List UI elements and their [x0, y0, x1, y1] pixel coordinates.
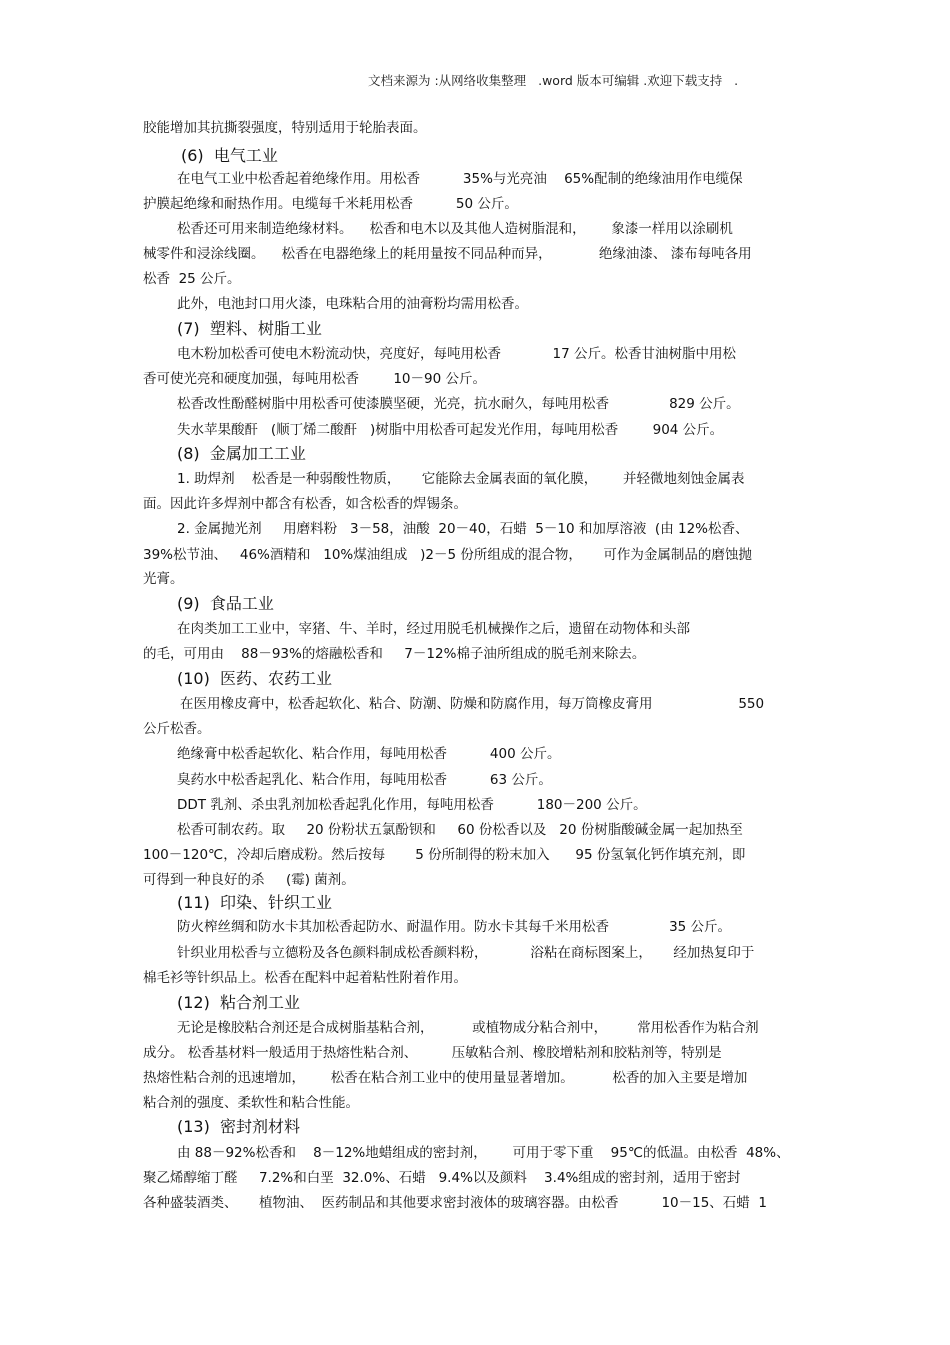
- page-header: 文档来源为 :从网络收集整理 .word 版本可编辑 .欢迎下载支持 .: [368, 73, 739, 88]
- text-line: 100－120℃，冷却后磨成粉。然后按每 5 份所制得的粉末加入 95 份氢氧化钙作填充剂，即: [143, 847, 746, 863]
- text-line: 各种盛装酒类、 植物油、 医药制品和其他要求密封液体的玻璃容器。由松香 10－15、石蜡 1: [143, 1195, 767, 1211]
- text-line: 2. 金属抛光剂 用磨料粉 3－58，油酸 20－40，石蜡 5－10 和加厚溶液 (由 12%松香、: [177, 521, 749, 537]
- text-line: 成分。 松香基材料一般适用于热熔性粘合剂、 压敏粘合剂、橡胶增粘剂和胶粘剂等，特别是: [143, 1045, 722, 1061]
- text-line: 无论是橡胶粘合剂还是合成树脂基粘合剂， 或植物成分粘合剂中， 常用松香作为粘合剂: [177, 1020, 759, 1036]
- section-heading: (8) 金属加工工业: [177, 444, 306, 463]
- section-heading: (6) 电气工业: [181, 146, 278, 165]
- text-line: 护膜起绝缘和耐热作用。电缆每千米耗用松香 50 公斤。: [143, 196, 518, 212]
- section-heading: (7) 塑料、树脂工业: [177, 319, 322, 338]
- text-line: 的毛，可用由 88－93%的熔融松香和 7－12%棉子油所组成的脱毛剂来除去。: [143, 646, 646, 662]
- text-line: 针织业用松香与立德粉及各色颜料制成松香颜料粉， 浴粘在商标图案上， 经加热复印于: [177, 945, 755, 961]
- text-line: 公斤松香。: [143, 721, 211, 737]
- text-line: 聚乙烯醇缩丁醛 7.2%和白垩 32.0%、石蜡 9.4%以及颜料 3.4%组成的密封剂，适用于密封: [143, 1170, 741, 1186]
- section-heading: (9) 食品工业: [177, 594, 274, 613]
- text-line: 在肉类加工工业中，宰猪、牛、羊时，经过用脱毛机械操作之后，遗留在动物体和头部: [177, 621, 690, 637]
- text-line: 此外，电池封口用火漆，电珠粘合用的油膏粉均需用松香。: [177, 296, 528, 312]
- text-line: 松香可制农药。取 20 份粉状五氯酚钡和 60 份松香以及 20 份树脂酸碱金属一起加热至: [177, 822, 743, 838]
- text-line: 1. 助焊剂 松香是一种弱酸性物质， 它能除去金属表面的氧化膜， 并轻微地刻蚀金属表: [177, 471, 745, 487]
- section-heading: (13) 密封剂材料: [177, 1117, 301, 1136]
- text-line: 松香还可用来制造绝缘材料。 松香和电木以及其他人造树脂混和， 象漆一样用以涂刷机: [177, 221, 733, 237]
- text-line: 由 88－92%松香和 8－12%地蜡组成的密封剂， 可用于零下重 95℃的低温。由松香 48%、: [177, 1145, 790, 1161]
- text-line: 臭药水中松香起乳化、粘合作用，每吨用松香 63 公斤。: [177, 772, 552, 788]
- text-line: 械零件和浸涂线圈。 松香在电器绝缘上的耗用量按不同品种而异， 绝缘油漆、 漆布每吨各用: [143, 246, 752, 262]
- text-line: 热熔性粘合剂的迅速增加， 松香在粘合剂工业中的使用量显著增加。 松香的加入主要是增加: [143, 1070, 748, 1086]
- text-line: 香可使光亮和硬度加强，每吨用松香 10－90 公斤。: [143, 371, 486, 387]
- section-heading: (10) 医药、农药工业: [177, 669, 333, 688]
- text-line: 棉毛衫等针织品上。松香在配料中起着粘性附着作用。: [143, 970, 467, 986]
- text-line: 电木粉加松香可使电木粉流动快，亮度好，每吨用松香 17 公斤。松香甘油树脂中用松: [177, 346, 736, 362]
- text-line: DDT 乳剂、杀虫乳剂加松香起乳化作用，每吨用松香 180－200 公斤。: [177, 797, 647, 813]
- text-line: 面。因此许多焊剂中都含有松香，如含松香的焊锡条。: [143, 496, 467, 512]
- text-line: 防火榨丝绸和防水卡其加松香起防水、耐温作用。防水卡其每千米用松香 35 公斤。: [177, 919, 732, 935]
- text-line: 松香改性酚醛树脂中用松香可使漆膜坚硬，光亮，抗水耐久，每吨用松香 829 公斤。: [177, 396, 740, 412]
- text-line: 在电气工业中松香起着绝缘作用。用松香 35%与光亮油 65%配制的绝缘油用作电缆保: [177, 171, 743, 187]
- section-heading: (12) 粘合剂工业: [177, 993, 301, 1012]
- text-line: 可得到一种良好的杀 (霉) 菌剂。: [143, 872, 355, 888]
- text-line: 失水苹果酸酐 (顺丁烯二酸酐 )树脂中用松香可起发光作用，每吨用松香 904 公斤。: [177, 422, 724, 438]
- text-line: 光膏。: [143, 571, 184, 587]
- text-line: 在医用橡皮膏中，松香起软化、粘合、防潮、防燥和防腐作用，每万筒橡皮膏用 550: [180, 696, 765, 712]
- section-heading: (11) 印染、针织工业: [177, 893, 333, 912]
- text-line: 39%松节油、 46%酒精和 10%煤油组成 )2－5 份所组成的混合物， 可作为金属制品的磨蚀抛: [143, 547, 752, 563]
- text-line: 粘合剂的强度、柔软性和粘合性能。: [143, 1095, 359, 1111]
- text-line: 绝缘膏中松香起软化、粘合作用，每吨用松香 400 公斤。: [177, 746, 561, 762]
- text-line: 松香 25 公斤。: [143, 271, 241, 287]
- text-line: 胶能增加其抗撕裂强度，特别适用于轮胎表面。: [143, 120, 427, 136]
